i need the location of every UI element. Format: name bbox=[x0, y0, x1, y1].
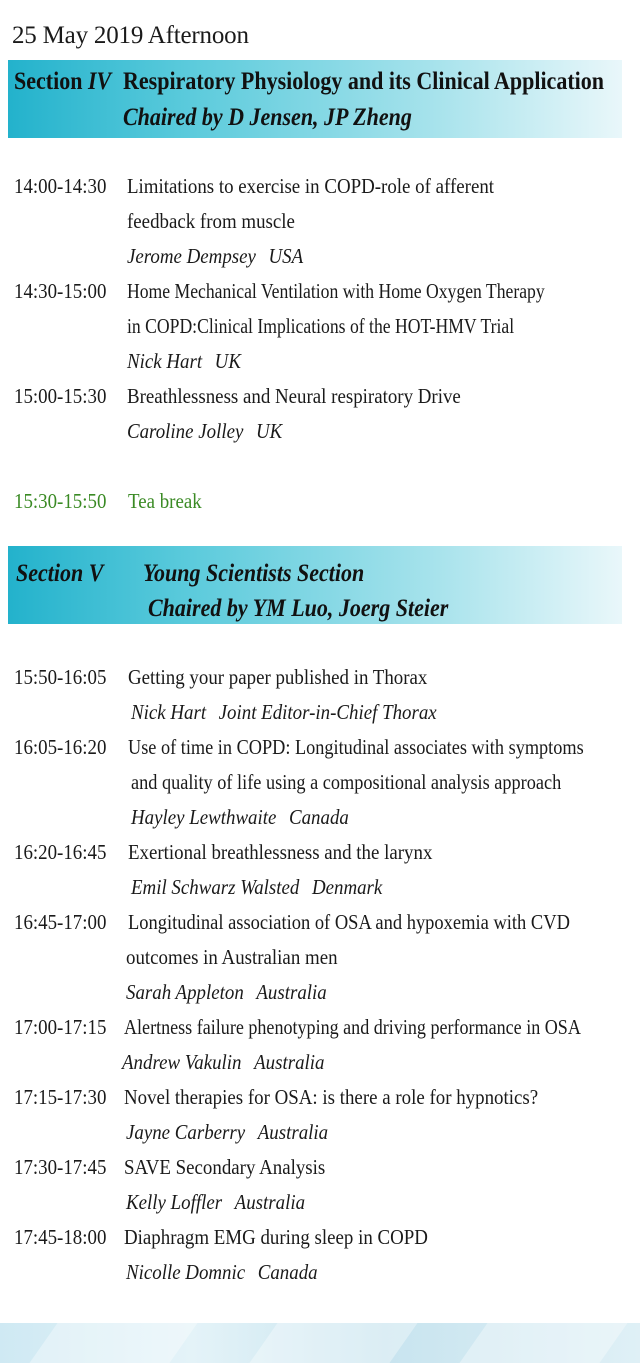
speaker-name: Nick Hart bbox=[131, 700, 207, 724]
footer-stripe bbox=[8, 1323, 211, 1363]
item-time: 17:00-17:15 bbox=[14, 1015, 107, 1039]
speaker-name: Andrew Vakulin bbox=[122, 1050, 242, 1074]
section-iv-chairs: Chaired by D Jensen, JP Zheng bbox=[123, 104, 412, 131]
speaker-name: Caroline Jolley bbox=[127, 419, 244, 443]
section-iv-numeral: IV bbox=[87, 68, 112, 95]
tea-break-time: 15:30-15:50 bbox=[14, 489, 107, 513]
item-title: Use of time in COPD: Longitudinal associates with symptoms bbox=[128, 735, 584, 759]
speaker-country: Canada bbox=[257, 1260, 318, 1284]
item-title: Alertness failure phenotyping and driving performance in OSA bbox=[124, 1015, 581, 1039]
item-speaker bbox=[126, 1257, 318, 1287]
item-title: Diaphragm EMG during sleep in COPD bbox=[124, 1225, 428, 1249]
item-speaker bbox=[126, 1187, 305, 1217]
item-time: 16:05-16:20 bbox=[14, 735, 107, 759]
item-time: 14:00-14:30 bbox=[14, 174, 107, 198]
item-time: 17:15-17:30 bbox=[14, 1085, 107, 1109]
speaker-country: Australia bbox=[254, 1050, 325, 1074]
item-title: Longitudinal association of OSA and hypoxemia with CVD bbox=[128, 910, 570, 934]
item-speaker bbox=[131, 697, 437, 727]
speaker-name: Nick Hart bbox=[127, 349, 203, 373]
item-time: 15:00-15:30 bbox=[14, 384, 107, 408]
item-title: feedback from muscle bbox=[127, 209, 295, 233]
item-speaker bbox=[127, 241, 303, 271]
item-title: Limitations to exercise in COPD-role of afferent bbox=[127, 174, 495, 198]
speaker-country: Australia bbox=[234, 1190, 306, 1214]
item-title: Home Mechanical Ventilation with Home Oxygen Therapy bbox=[127, 279, 545, 303]
footer-stripe bbox=[438, 1323, 640, 1363]
speaker-country: Joint Editor-in-Chief Thorax bbox=[218, 700, 437, 724]
tea-break-label: Tea break bbox=[128, 489, 202, 513]
speaker-country: USA bbox=[268, 244, 304, 268]
speaker-name: Jerome Dempsey bbox=[127, 244, 256, 268]
speaker-country: UK bbox=[214, 349, 241, 373]
item-title: Breathlessness and Neural respiratory Drive bbox=[127, 384, 461, 408]
speaker-name: Emil Schwarz Walsted bbox=[131, 875, 300, 899]
speaker-country: UK bbox=[255, 419, 283, 443]
decorative-footer bbox=[0, 1323, 640, 1363]
section-iv-word: Section bbox=[14, 68, 83, 95]
item-speaker bbox=[127, 416, 282, 446]
speaker-name: Hayley Lewthwaite bbox=[131, 805, 277, 829]
item-title: in COPD:Clinical Implications of the HOT-HMV Trial bbox=[127, 314, 515, 338]
item-time: 15:50-16:05 bbox=[14, 665, 107, 689]
footer-stripe bbox=[228, 1323, 431, 1363]
speaker-country: Denmark bbox=[311, 875, 383, 899]
section-iv-label bbox=[14, 66, 111, 98]
speaker-country: Australia bbox=[257, 1120, 329, 1144]
item-title: and quality of life using a compositional analysis approach bbox=[131, 770, 562, 794]
item-title: Getting your paper published in Thorax bbox=[128, 665, 428, 689]
section-v-chairs: Chaired by YM Luo, Joerg Steier bbox=[148, 595, 449, 622]
item-title: outcomes in Australian men bbox=[126, 945, 338, 969]
speaker-name: Sarah Appleton bbox=[126, 980, 244, 1004]
speaker-name: Nicolle Domnic bbox=[126, 1260, 246, 1284]
speaker-country: Australia bbox=[256, 980, 327, 1004]
section-v-label: Section V bbox=[16, 560, 104, 587]
item-speaker bbox=[131, 872, 382, 902]
item-title: Exertional breathlessness and the larynx bbox=[128, 840, 433, 864]
item-title: Novel therapies for OSA: is there a role for hypnotics? bbox=[124, 1085, 539, 1109]
item-speaker bbox=[126, 1117, 328, 1147]
item-time: 16:45-17:00 bbox=[14, 910, 107, 934]
item-speaker bbox=[126, 977, 327, 1007]
section-v-title: Young Scientists Section bbox=[143, 560, 365, 587]
section-iv-title: Respiratory Physiology and its Clinical Application bbox=[123, 68, 605, 95]
item-time: 17:30-17:45 bbox=[14, 1155, 107, 1179]
item-time: 16:20-16:45 bbox=[14, 840, 107, 864]
item-speaker bbox=[131, 802, 349, 832]
item-speaker bbox=[122, 1047, 324, 1077]
date-heading: 25 May 2019 Afternoon bbox=[12, 22, 249, 49]
speaker-name: Jayne Carberry bbox=[126, 1120, 246, 1144]
item-speaker bbox=[127, 346, 241, 376]
item-time: 14:30-15:00 bbox=[14, 279, 107, 303]
item-title: SAVE Secondary Analysis bbox=[124, 1155, 326, 1179]
item-time: 17:45-18:00 bbox=[14, 1225, 107, 1249]
speaker-name: Kelly Loffler bbox=[126, 1190, 223, 1214]
speaker-country: Canada bbox=[289, 805, 349, 829]
